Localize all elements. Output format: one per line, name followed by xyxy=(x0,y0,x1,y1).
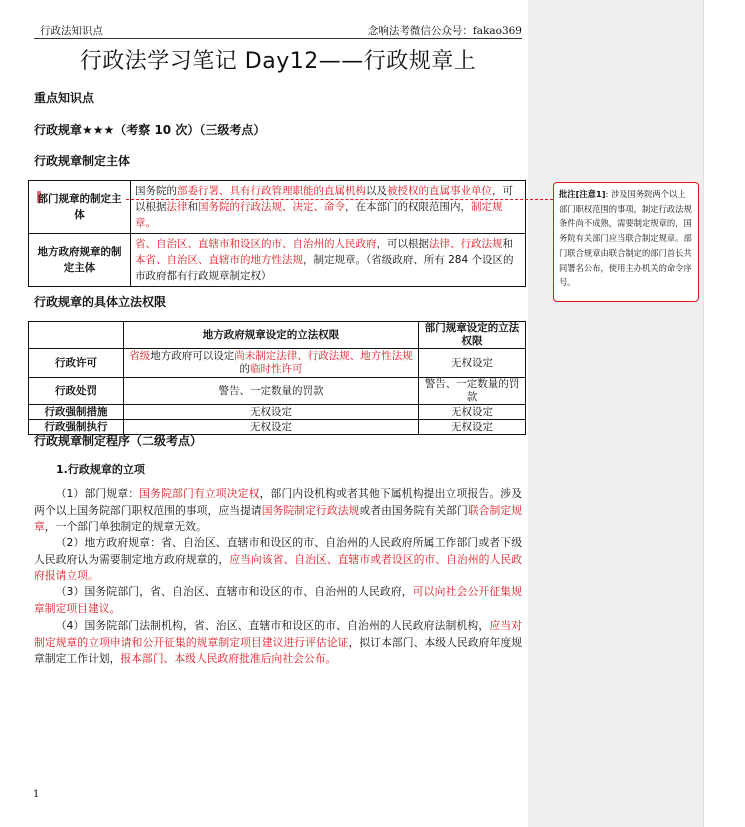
row-label: 部门规章的制定主体 xyxy=(29,181,131,234)
row-label: 行政许可 xyxy=(29,349,124,378)
heading-key-points: 重点知识点 xyxy=(34,91,95,105)
table-row xyxy=(29,181,526,234)
section-powers: 行政规章的具体立法权限 xyxy=(34,295,167,309)
row-label: 行政强制执行 xyxy=(29,420,124,435)
cell-dept: 无权设定 xyxy=(419,349,526,378)
row-label: 地方政府规章的制定主体 xyxy=(29,234,131,287)
subjects-table xyxy=(28,180,526,287)
paragraph-3: （3）国务院部门，省、自治区、直辖市和设区的市、自治州的人民政府，可以向社会公开征集规章制定项目建议。 xyxy=(34,585,523,615)
table-row xyxy=(29,405,526,420)
page-number: 1 xyxy=(33,789,40,800)
paragraph-1: （1）部门规章：国务院部门有立项决定权，部门内设机构或者其他下属机构提出立项报告。涉及两个以上国务院部门职权范围的事项，应当提请国务院制定行政法规或者由国务院有关部门联合制定规章，一个部门单独制定的规章无效。 xyxy=(34,487,523,533)
row-content: 国务院的部委行署、具有行政管理职能的直属机构以及被授权的直属事业单位，可以根据法律和国务院的行政法规、决定、命令，在本部门的权限范围内，制定规章。 xyxy=(131,181,526,234)
col-header-local: 地方政府规章设定的立法权限 xyxy=(124,322,419,349)
comment-text: : 涉及国务院两个以上部门职权范围的事项，制定行政法规条件尚不成熟，需要制定规章的，国务院有关部门应当联合制定规章。部门联合规章由联合制定的部门首长共同署名公布，使用主办机关的命令序号。 xyxy=(559,189,692,288)
powers-table xyxy=(28,321,526,435)
cell-local: 省级地方政府可以设定尚未制定法律、行政法规、地方性法规的临时性许可 xyxy=(124,349,419,378)
paragraph-2: （2）地方政府规章：省、自治区、直辖市和设区的市、自治州的人民政府所属工作部门或者下级人民政府认为需要制定地方政府规章的，应当向该省、自治区、直辖市或者设区的市、自治州的人民政府报请立项。 xyxy=(34,536,522,582)
window-edge xyxy=(703,0,745,827)
table-header-row xyxy=(29,322,526,349)
section-subjects: 行政规章制定主体 xyxy=(34,154,131,168)
row-content: 省、自治区、直辖市和设区的市、自治州的人民政府，可以根据法律、行政法规和本省、自治区、直辖市的地方性法规，制定规章。（省级政府、所有 284 个设区的市政府都有行政规章制定权） xyxy=(131,234,526,287)
subheading-project: 1.行政规章的立项 xyxy=(56,463,145,476)
table-row xyxy=(29,234,526,287)
cell-dept: 警告、一定数量的罚款 xyxy=(419,378,526,405)
paragraph-4: （4）国务院部门法制机构，省、治区、直辖市和设区的市、自治州的人民政府法制机构，应当对制定规章的立项申请和公开征集的规章制定项目建议进行评估论证，拟订本部门、本级人民政府年度规章制定工作计划，报本部门、本级人民政府批准后向社会公布。 xyxy=(34,619,523,665)
cell-local: 警告、一定数量的罚款 xyxy=(124,378,419,405)
table-row xyxy=(29,378,526,405)
section-procedure: 行政规章制定程序（二级考点） xyxy=(34,434,203,448)
page-header xyxy=(34,22,522,39)
comment-connector xyxy=(126,199,553,200)
table-row xyxy=(29,349,526,378)
row-label: 行政处罚 xyxy=(29,378,124,405)
header-left: 行政法知识点 xyxy=(40,25,103,37)
heading-admin-rules: 行政规章★★★（考察 10 次）（三级考点） xyxy=(34,123,266,137)
comment-margin xyxy=(528,0,703,827)
col-header-dept: 部门规章设定的立法权限 xyxy=(419,322,526,349)
page-title: 行政法学习笔记 Day12——行政规章上 xyxy=(79,49,477,74)
cell-local: 无权设定 xyxy=(124,420,419,435)
row-label: 行政强制措施 xyxy=(29,405,124,420)
cell-dept: 无权设定 xyxy=(419,405,526,420)
cell-dept: 无权设定 xyxy=(419,420,526,435)
cell-local: 无权设定 xyxy=(124,405,419,420)
comment-balloon[interactable] xyxy=(553,182,699,302)
comment-tag: 批注[注意1] xyxy=(559,189,606,199)
header-right: 念响法考微信公众号：fakao369 xyxy=(367,25,522,37)
